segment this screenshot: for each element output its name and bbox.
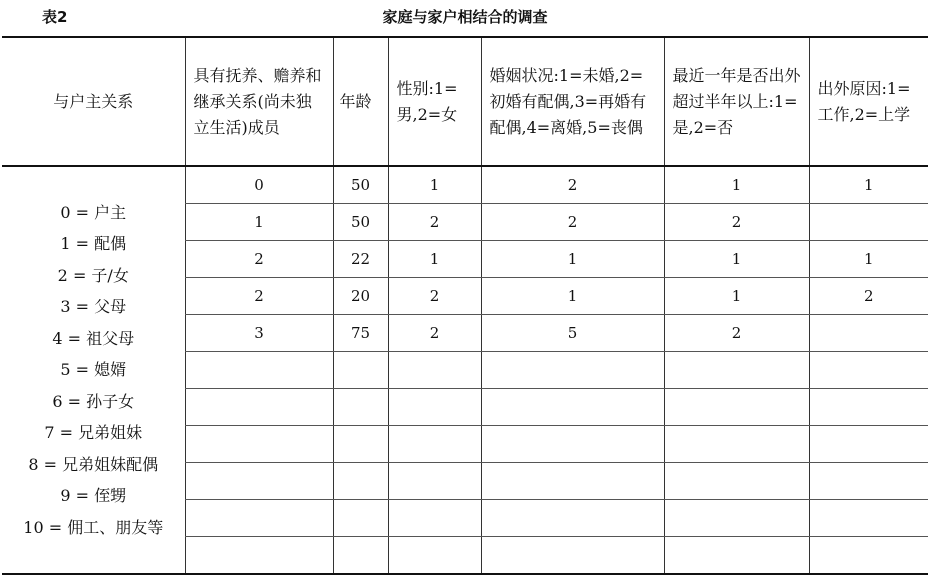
table-header-row xyxy=(2,37,928,166)
cell-reason: 2 xyxy=(809,278,928,315)
relationship-code: 1 = 配偶 xyxy=(60,234,127,254)
cell-member xyxy=(185,537,333,575)
cell-sex xyxy=(388,426,481,463)
cell-age xyxy=(333,537,388,575)
cell-reason xyxy=(809,315,928,352)
cell-member: 1 xyxy=(185,204,333,241)
cell-sex xyxy=(388,537,481,575)
cell-reason: 1 xyxy=(809,166,928,204)
cell-marital xyxy=(481,352,664,389)
cell-reason xyxy=(809,389,928,426)
cell-sex: 1 xyxy=(388,241,481,278)
cell-marital xyxy=(481,426,664,463)
cell-reason: 1 xyxy=(809,241,928,278)
cell-sex: 1 xyxy=(388,166,481,204)
cell-away: 1 xyxy=(664,278,809,315)
survey-table xyxy=(2,36,928,575)
relationship-code: 10 = 佣工、朋友等 xyxy=(23,517,164,537)
relationship-code-list xyxy=(2,197,185,544)
relationship-code: 8 = 兄弟姐妹配偶 xyxy=(28,454,159,474)
cell-member xyxy=(185,352,333,389)
cell-sex xyxy=(388,463,481,500)
cell-away xyxy=(664,352,809,389)
cell-away xyxy=(664,389,809,426)
cell-reason xyxy=(809,352,928,389)
header-away-reason: 出外原因:1=工作,2=上学 xyxy=(809,37,928,166)
cell-away: 2 xyxy=(664,204,809,241)
cell-reason xyxy=(809,537,928,575)
cell-marital: 5 xyxy=(481,315,664,352)
table-row xyxy=(2,166,928,204)
title-row xyxy=(0,0,930,34)
cell-age xyxy=(333,500,388,537)
cell-away xyxy=(664,537,809,575)
cell-member: 2 xyxy=(185,241,333,278)
cell-marital: 2 xyxy=(481,204,664,241)
cell-sex: 2 xyxy=(388,315,481,352)
cell-member xyxy=(185,389,333,426)
relationship-code: 3 = 父母 xyxy=(60,297,127,317)
cell-age xyxy=(333,426,388,463)
cell-marital xyxy=(481,537,664,575)
cell-age: 22 xyxy=(333,241,388,278)
relationship-code: 7 = 兄弟姐妹 xyxy=(44,423,143,443)
header-age: 年龄 xyxy=(333,37,388,166)
cell-marital: 1 xyxy=(481,278,664,315)
cell-marital xyxy=(481,463,664,500)
cell-member: 0 xyxy=(185,166,333,204)
cell-away xyxy=(664,426,809,463)
header-away-half-year: 最近一年是否出外超过半年以上:1=是,2=否 xyxy=(664,37,809,166)
cell-age: 75 xyxy=(333,315,388,352)
relationship-code: 4 = 祖父母 xyxy=(52,328,135,348)
relationship-code: 9 = 侄甥 xyxy=(60,486,127,506)
cell-sex: 2 xyxy=(388,204,481,241)
relationship-code: 6 = 孙子女 xyxy=(52,391,135,411)
cell-sex xyxy=(388,389,481,426)
cell-marital xyxy=(481,389,664,426)
cell-reason xyxy=(809,500,928,537)
relationship-code: 5 = 媳婿 xyxy=(60,360,127,380)
cell-age: 20 xyxy=(333,278,388,315)
header-sex: 性别:1=男,2=女 xyxy=(388,37,481,166)
header-marital-status: 婚姻状况:1=未婚,2=初婚有配偶,3=再婚有配偶,4=离婚,5=丧偶 xyxy=(481,37,664,166)
cell-marital: 1 xyxy=(481,241,664,278)
cell-reason xyxy=(809,426,928,463)
cell-member xyxy=(185,463,333,500)
cell-member xyxy=(185,500,333,537)
cell-age: 50 xyxy=(333,204,388,241)
cell-age: 50 xyxy=(333,166,388,204)
cell-away xyxy=(664,463,809,500)
cell-member xyxy=(185,426,333,463)
cell-age xyxy=(333,463,388,500)
cell-member: 3 xyxy=(185,315,333,352)
cell-age xyxy=(333,389,388,426)
cell-away: 1 xyxy=(664,166,809,204)
cell-sex xyxy=(388,500,481,537)
relationship-code: 2 = 子/女 xyxy=(57,265,129,285)
cell-member: 2 xyxy=(185,278,333,315)
relationship-codes-cell xyxy=(2,166,185,574)
table-number: 表2 xyxy=(42,8,68,26)
table-title: 家庭与家户相结合的调查 xyxy=(382,8,548,26)
cell-sex xyxy=(388,352,481,389)
cell-marital xyxy=(481,500,664,537)
cell-away xyxy=(664,500,809,537)
cell-away: 1 xyxy=(664,241,809,278)
relationship-code: 0 = 户主 xyxy=(60,202,127,222)
cell-away: 2 xyxy=(664,315,809,352)
cell-sex: 2 xyxy=(388,278,481,315)
cell-age xyxy=(333,352,388,389)
cell-reason xyxy=(809,463,928,500)
cell-reason xyxy=(809,204,928,241)
header-relationship: 与户主关系 xyxy=(2,37,185,166)
header-member: 具有抚养、赡养和继承关系(尚未独立生活)成员 xyxy=(185,37,333,166)
cell-marital: 2 xyxy=(481,166,664,204)
